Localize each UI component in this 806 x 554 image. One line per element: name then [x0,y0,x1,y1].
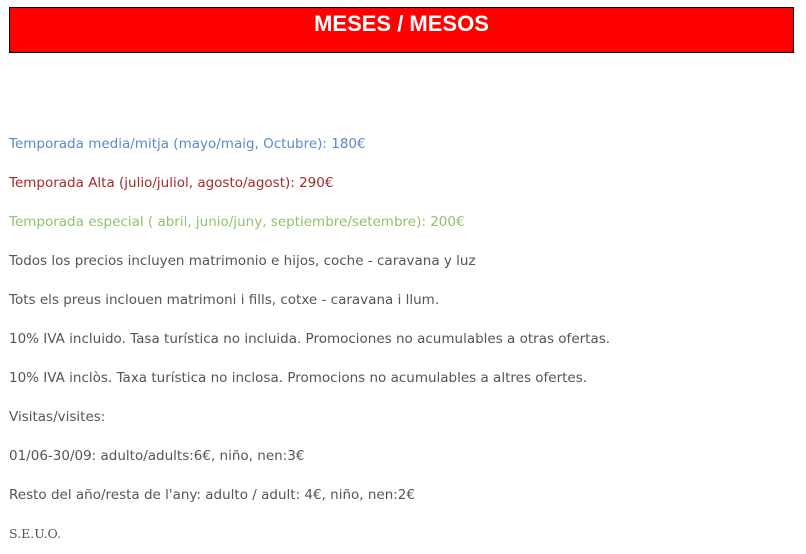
season-especial-price: Temporada especial ( abril, junio/juny, septiembre/setembre): 200€ [9,214,465,230]
includes-note-es: Todos los precios incluyen matrimonio e hijos, coche - caravana y luz [9,253,476,269]
title-banner [9,7,794,53]
tax-note-es: 10% IVA incluido. Tasa turística no incluida. Promociones no acumulables a otras ofertas. [9,331,611,347]
tax-note-ca: 10% IVA inclòs. Taxa turística no inclosa. Promocions no acumulables a altres ofertes. [9,370,588,386]
page-title: MESES / MESOS [314,11,489,36]
season-media-price: Temporada media/mitja (mayo/maig, Octubre): 180€ [9,136,366,152]
season-alta-price: Temporada Alta (julio/juliol, agosto/agost): 290€ [9,175,334,191]
visits-summer-price: 01/06-30/09: adulto/adults:6€, niño, nen:3€ [9,448,305,464]
visits-rest-price: Resto del año/resta de l'any: adulto / adult: 4€, niño, nen:2€ [9,487,415,503]
visits-heading: Visitas/visites: [9,409,106,425]
includes-note-ca: Tots els preus inclouen matrimoni i fills, cotxe - caravana i llum. [9,292,440,308]
errors-omissions-note: S.E.U.O. [9,526,62,541]
